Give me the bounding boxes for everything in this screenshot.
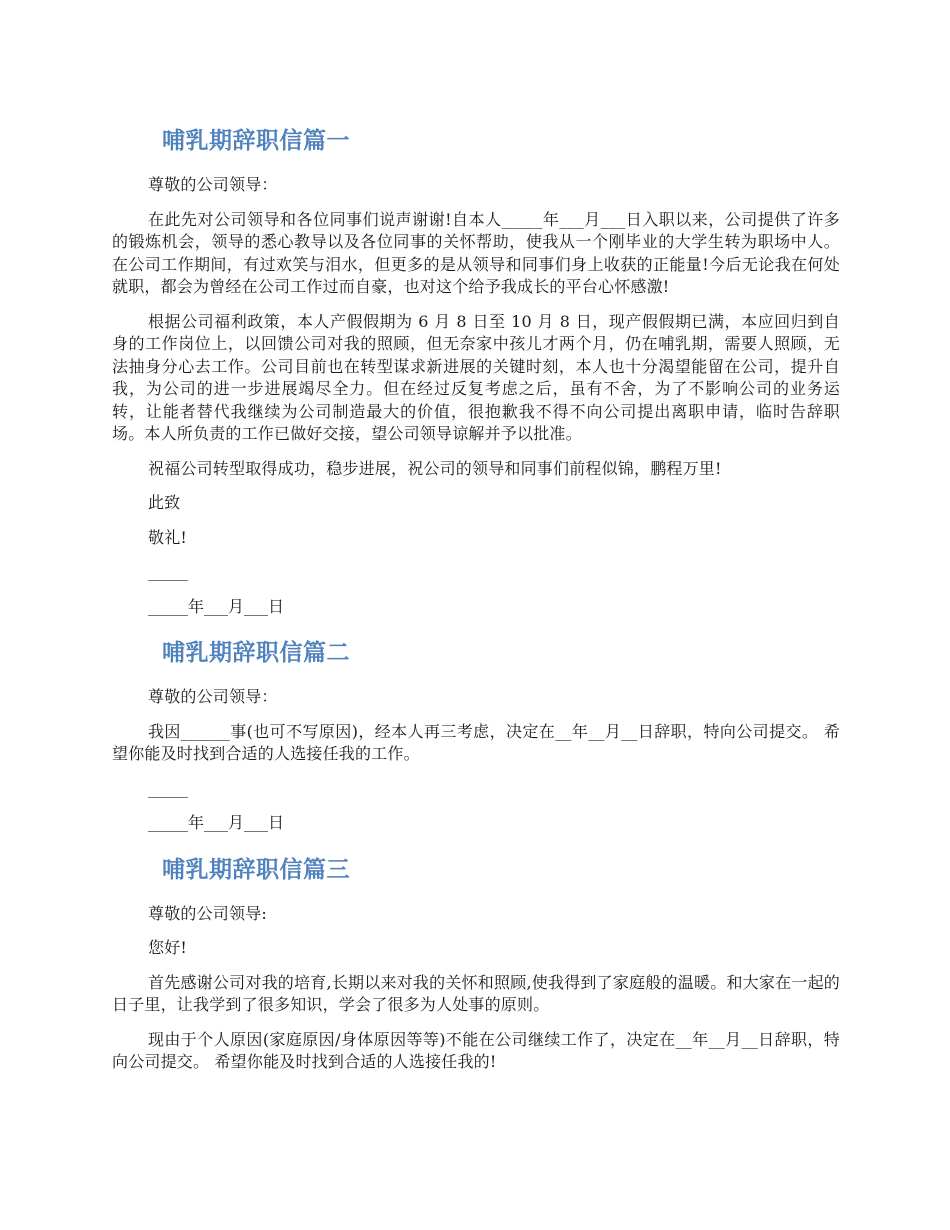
section-title: 哺乳期辞职信篇一 bbox=[162, 128, 350, 154]
body-paragraph: 在此先对公司领导和各位同事们说声谢谢!自本人_____年___月___日入职以来，公司提供了许多的锻炼机会，领导的悉心教导以及各位同事的关怀帮助，使我从一个刚毕业的大学生转为职场中人。在公司工作期间，有过欢笑与泪水，但更多的是从领导和同事们身上收获的正能量!今后无论我在何处就职，都会为曾经在公司工作过而自豪，也对这个给予我成长的平台心怀感激! bbox=[112, 209, 840, 296]
salutation: 尊敬的公司领导： bbox=[148, 687, 278, 706]
section-title: 哺乳期辞职信篇二 bbox=[162, 640, 350, 666]
body-paragraph: 我因______事(也可不写原因)，经本人再三考虑，决定在__年__月__日辞职，特向公司提交。 希望你能及时找到合适的人选接任我的工作。 bbox=[112, 721, 840, 763]
greeting: 您好! bbox=[148, 938, 188, 957]
closing-line: 敬礼! bbox=[148, 527, 188, 547]
salutation: 尊敬的公司领导： bbox=[148, 175, 278, 194]
letter-section-2 bbox=[112, 630, 840, 835]
date-line: _____年___月___日 bbox=[148, 596, 285, 616]
signature-line: _____ bbox=[148, 778, 188, 798]
closing-line: 此致 bbox=[148, 493, 181, 512]
section-title: 哺乳期辞职信篇三 bbox=[162, 856, 350, 883]
salutation: 尊敬的公司领导: bbox=[148, 903, 267, 923]
signature-line: _____ bbox=[148, 562, 188, 581]
body-paragraph: 根据公司福利政策，本人产假假期为 6 月 8 日至 10 月 8 日，现产假假期已满，本应回归到自身的工作岗位上，以回馈公司对我的照顾，但无奈家中孩儿才两个月，仍在哺乳期，需要人照顾，无法抽身分心去工作。公司目前也在转型谋求新进展的关键时刻，本人也十分渴望能留在公司，提升自我，为公司的进一步进展竭尽全力。但在经过反复考虑之后，虽有不舍，为了不影响公司的业务运转，让能者替代我继续为公司制造最大的价值，很抱歉我不得不向公司提出离职申请，临时告辞职场。本人所负责的工作已做好交接，望公司领导谅解并予以批准。 bbox=[112, 311, 840, 443]
date-line: _____年___月___日 bbox=[148, 813, 285, 832]
letter-section-3 bbox=[112, 847, 840, 1074]
body-paragraph: 现由于个人原因(家庭原因/身体原因等等)不能在公司继续工作了，决定在__年__月__日辞职，特向公司提交。 希望你能及时找到合适的人选接任我的! bbox=[112, 1029, 840, 1071]
body-paragraph: 首先感谢公司对我的培育,长期以来对我的关怀和照顾,使我得到了家庭般的温暖。和大家在一起的日子里，让我学到了很多知识，学会了很多为人处事的原则。 bbox=[112, 972, 840, 1014]
document-page bbox=[112, 118, 840, 1086]
body-paragraph: 祝福公司转型取得成功，稳步进展，祝公司的领导和同事们前程似锦，鹏程万里! bbox=[148, 458, 722, 478]
letter-section-1 bbox=[112, 118, 840, 618]
